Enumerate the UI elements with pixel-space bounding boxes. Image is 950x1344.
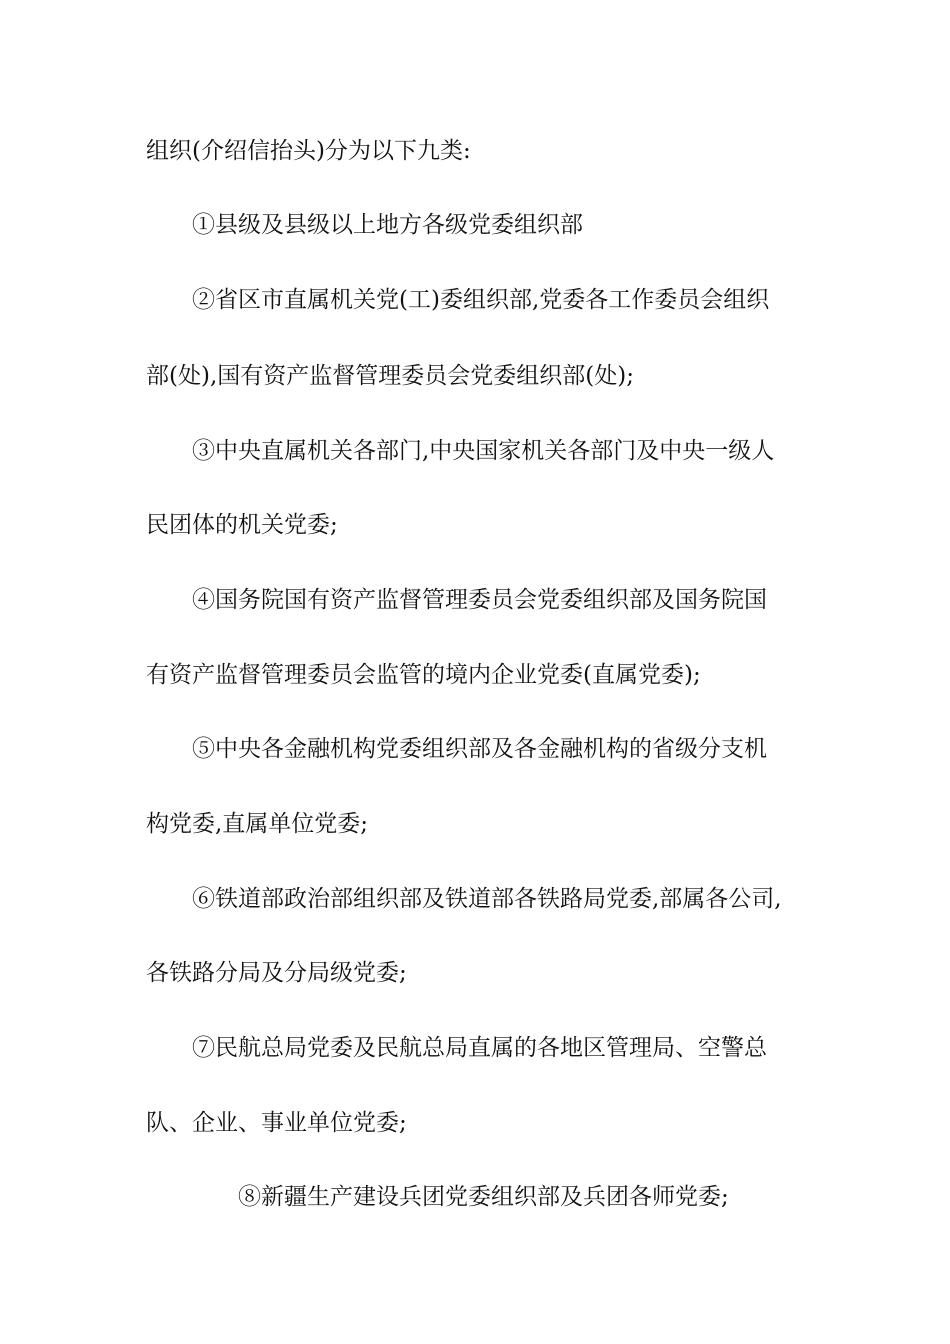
list-item-3-line-1: ③中央直属机关各部门,中央国家机关各部门及中央一级人 [192, 438, 775, 464]
list-item-6-line-2: 各铁路分局及分局级党委; [146, 960, 407, 986]
list-item-5-line-1: ⑤中央各金融机构党委组织部及各金融机构的省级分支机 [192, 736, 767, 762]
paragraph-intro-line: 组织(介绍信抬头)分为以下九类: [146, 138, 471, 164]
list-item-7-line-2: 队、企业、事业单位党委; [146, 1110, 407, 1136]
list-item-4-line-2: 有资产监督管理委员会监管的境内企业党委(直属党委); [146, 662, 701, 688]
list-item-4-line-1: ④国务院国有资产监督管理委员会党委组织部及国务院国 [192, 587, 767, 613]
list-item-6-line-1: ⑥铁道部政治部组织部及铁道部各铁路局党委,部属各公司, [192, 886, 782, 912]
list-item-5-line-2: 构党委,直属单位党委; [146, 811, 369, 837]
list-item-8-line-1: ⑧新疆生产建设兵团党委组织部及兵团各师党委; [238, 1184, 729, 1210]
list-item-3-line-2: 民团体的机关党委; [146, 512, 338, 538]
list-item-1-line-1: ①县级及县级以上地方各级党委组织部 [192, 212, 583, 238]
list-item-2-line-1: ②省区市直属机关党(工)委组织部,党委各工作委员会组织 [192, 287, 770, 313]
list-item-7-line-1: ⑦民航总局党委及民航总局直属的各地区管理局、空警总 [192, 1035, 767, 1061]
list-item-2-line-2: 部(处),国有资产监督管理委员会党委组织部(处); [146, 363, 634, 389]
